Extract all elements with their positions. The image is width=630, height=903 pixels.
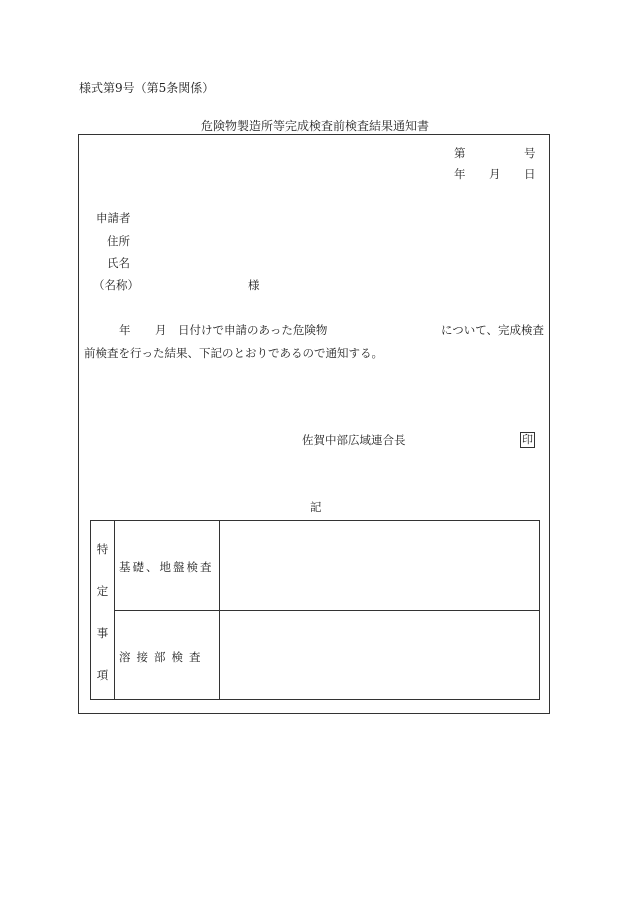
table-row-divider [114, 610, 539, 611]
row-label-foundation-inspection: 基礎、地盤検査 [119, 560, 214, 574]
document-title: 危険物製造所等完成検査前検査結果通知書 [200, 119, 429, 133]
body-year: 年 [119, 323, 131, 337]
items-table [90, 520, 540, 700]
body-line1-end: について、完成検査 [441, 323, 545, 337]
ki-label: 記 [310, 500, 322, 514]
date-month: 月 [489, 167, 501, 181]
doc-number-dai: 第 [454, 146, 466, 160]
issuer-name: 佐賀中部広域連合長 [302, 433, 406, 447]
category-char: 特 [96, 542, 109, 556]
body-line2: 前検査を行った結果、下記のとおりであるので通知する。 [84, 346, 383, 360]
applicant-name-label: 氏名 [107, 256, 130, 270]
applicant-address-label: 住所 [107, 234, 130, 248]
category-char: 定 [96, 584, 109, 598]
body-line1-mid: 日付けで申請のあった危険物 [178, 323, 328, 337]
row-label-weld-inspection: 溶接部検査 [119, 650, 207, 664]
honorific: 様 [248, 278, 260, 292]
applicant-label: 申請者 [96, 211, 131, 225]
category-char: 事 [96, 626, 109, 640]
seal-mark: 印 [522, 433, 533, 446]
form-id: 様式第9号（第5条関係） [79, 81, 215, 95]
doc-number-go: 号 [524, 146, 536, 160]
applicant-org-label: （名称） [93, 278, 139, 292]
date-year: 年 [454, 167, 466, 181]
body-month: 月 [155, 323, 167, 337]
category-char: 項 [96, 668, 109, 682]
date-day: 日 [524, 167, 536, 181]
